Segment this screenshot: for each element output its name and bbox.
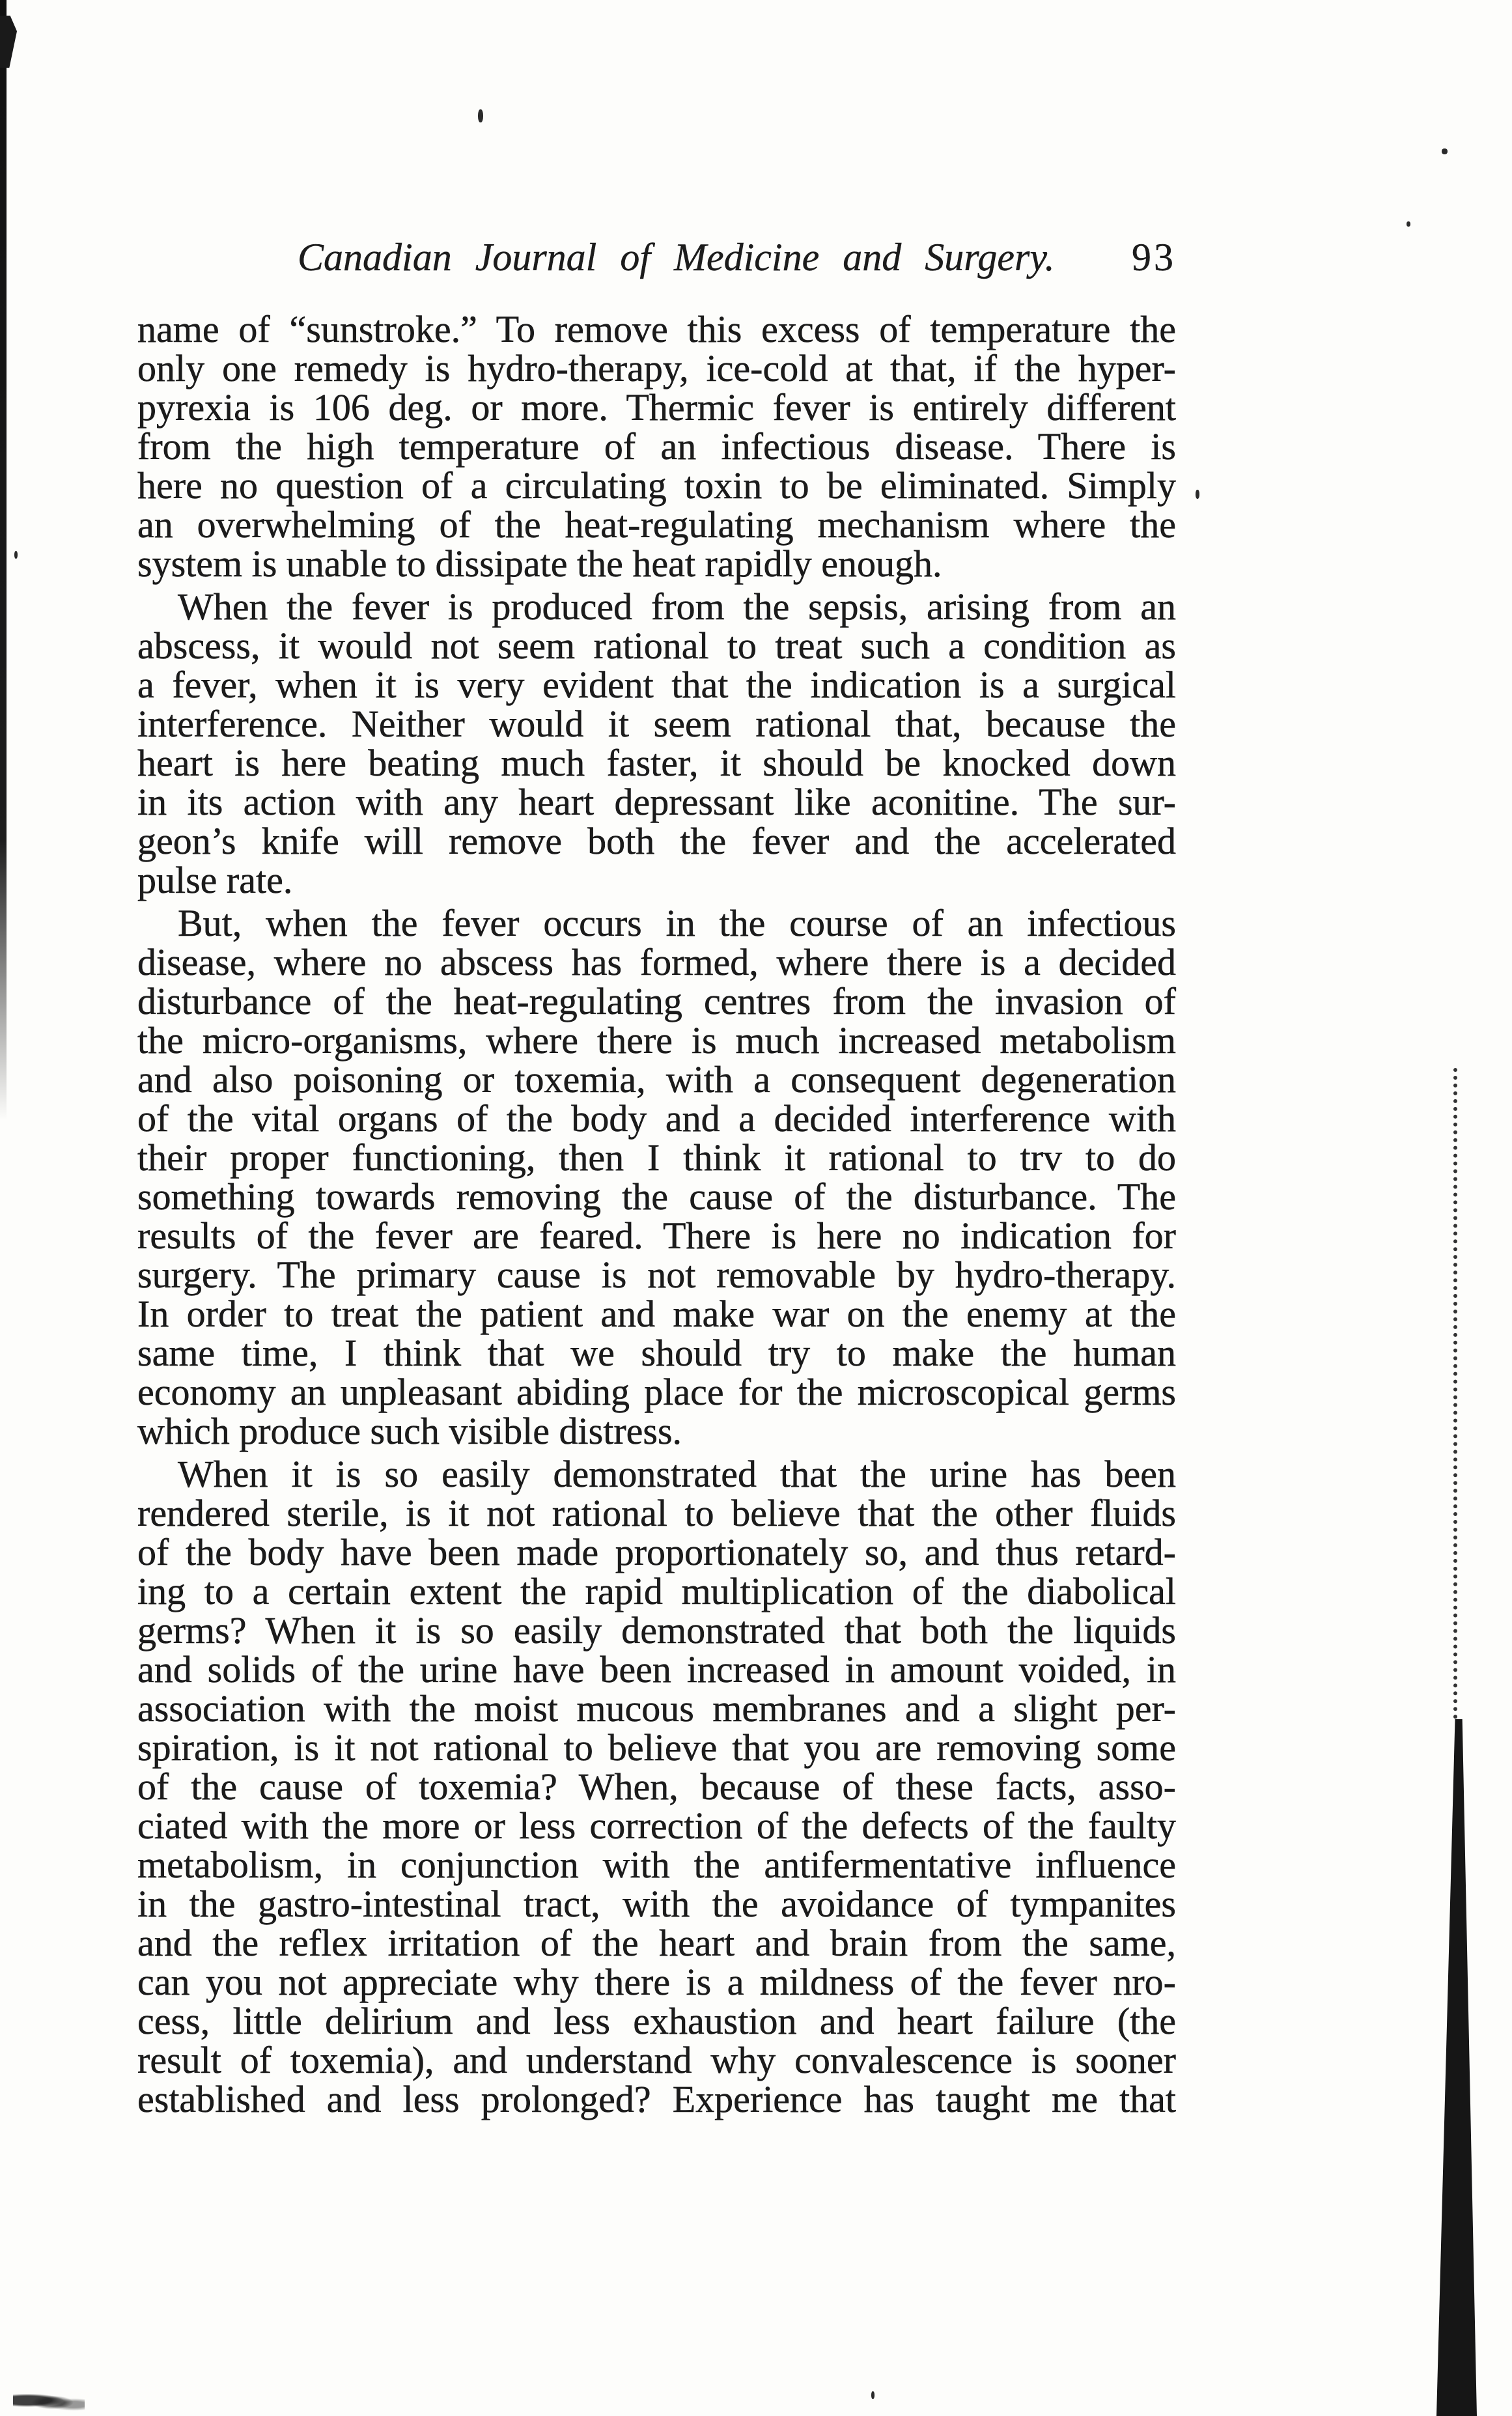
- text-line: which produce such visible distress.: [137, 1410, 682, 1452]
- text-line: When the fever is produced from the sepsis, arising from an: [178, 585, 1176, 628]
- scan-edge-right-dotted: [1453, 1068, 1457, 1719]
- text-line: in its action with any heart depressant like aconitine. The sur-: [137, 781, 1176, 823]
- text-line: system is unable to dissipate the heat rapidly enough.: [137, 542, 942, 585]
- text-line: and also poisoning or toxemia, with a consequent degeneration: [137, 1058, 1176, 1101]
- text-line: economy an unpleasant abiding place for the microscopical germs: [137, 1371, 1176, 1413]
- text-line: and solids of the urine have been increased in amount voided, in: [137, 1648, 1176, 1691]
- paragraph: [137, 1455, 1176, 2119]
- text-line: metabolism, in conjunction with the antifermentative influence: [137, 1844, 1176, 1886]
- text-line: association with the moist mucous membranes and a slight per-: [137, 1687, 1176, 1730]
- running-head: [0, 234, 1512, 281]
- text-line: of the vital organs of the body and a decided interference with: [137, 1097, 1176, 1140]
- page-number: 93: [1132, 236, 1176, 279]
- scan-edge-left: [0, 0, 7, 1120]
- text-line: In order to treat the patient and make war on the enemy at the: [137, 1293, 1176, 1335]
- text-line: ing to a certain extent the rapid multiplication of the diabolical: [137, 1570, 1176, 1612]
- text-line: name of “sunstroke.” To remove this excess of temperature the: [137, 308, 1176, 350]
- text-line: cess, little delirium and less exhaustion and heart failure (the: [137, 2000, 1176, 2042]
- text-line: ciated with the more or less correction of the defects of the faulty: [137, 1805, 1176, 1847]
- text-line: from the high temperature of an infectious disease. There is: [137, 425, 1176, 468]
- text-line: When it is so easily demonstrated that the urine has been: [178, 1453, 1176, 1495]
- text-line: their proper functioning, then I think it rational to trv to do: [137, 1136, 1176, 1179]
- text-line: of the body have been made proportionately so, and thus retard-: [137, 1531, 1176, 1573]
- text-line: pyrexia is 106 deg. or more. Thermic fever is entirely different: [137, 386, 1176, 428]
- paragraph: [137, 310, 1176, 583]
- text-line: spiration, is it not rational to believe that you are removing some: [137, 1726, 1176, 1769]
- running-head-title: Canadian Journal of Medicine and Surgery.: [298, 236, 1055, 279]
- text-line: pulse rate.: [137, 859, 293, 901]
- text-line: and the reflex irritation of the heart and brain from the same,: [137, 1922, 1176, 1964]
- scan-speck: [478, 109, 483, 122]
- text-line: can you not appreciate why there is a mildness of the fever nro-: [137, 1961, 1176, 2003]
- scan-smudge: [13, 2390, 85, 2411]
- text-line: disturbance of the heat-regulating centres from the invasion of: [137, 980, 1176, 1022]
- text-line: here no question of a circulating toxin to be eliminated. Simply: [137, 464, 1176, 507]
- text-line: same time, I think that we should try to make the human: [137, 1332, 1176, 1374]
- scan-edge-right-shadow: [1436, 1719, 1477, 2416]
- text-line: an overwhelming of the heat-regulating mechanism where the: [137, 503, 1176, 546]
- text-line: only one remedy is hydro-therapy, ice-cold at that, if the hyper-: [137, 347, 1176, 389]
- scan-edge-left-notch: [0, 16, 17, 68]
- text-line: geon’s knife will remove both the fever and the accelerated: [137, 820, 1176, 862]
- text-line: results of the fever are feared. There is here no indication for: [137, 1215, 1176, 1257]
- text-line: something towards removing the cause of the disturbance. The: [137, 1175, 1176, 1218]
- text-line: rendered sterile, is it not rational to believe that the other fluids: [137, 1492, 1176, 1534]
- paragraph: [137, 904, 1176, 1451]
- scan-speck: [871, 2391, 875, 2399]
- text-line: abscess, it would not seem rational to treat such a condition as: [137, 625, 1176, 667]
- scan-speck: [1442, 148, 1448, 154]
- paragraph: [137, 587, 1176, 900]
- text-line: disease, where no abscess has formed, where there is a decided: [137, 941, 1176, 983]
- scan-speck: [1407, 221, 1410, 227]
- scan-speck: [14, 551, 18, 559]
- text-line: of the cause of toxemia? When, because of these facts, asso-: [137, 1765, 1176, 1808]
- text-line: in the gastro-intestinal tract, with the avoidance of tympanites: [137, 1883, 1176, 1925]
- body-text: [137, 310, 1176, 2119]
- text-line: heart is here beating much faster, it should be knocked down: [137, 742, 1176, 784]
- scan-speck: [1196, 490, 1199, 499]
- text-line: interference. Neither would it seem rational that, because the: [137, 703, 1176, 745]
- text-line: result of toxemia), and understand why convalescence is sooner: [137, 2039, 1176, 2081]
- text-line: established and less prolonged? Experience has taught me that: [137, 2078, 1176, 2120]
- text-line: germs? When it is so easily demonstrated that both the liquids: [137, 1609, 1176, 1651]
- text-line: But, when the fever occurs in the course of an infectious: [178, 902, 1176, 944]
- text-line: a fever, when it is very evident that the indication is a surgical: [137, 664, 1176, 706]
- text-line: the micro-organisms, where there is much increased metabolism: [137, 1019, 1176, 1061]
- text-line: surgery. The primary cause is not removable by hydro-therapy.: [137, 1254, 1176, 1296]
